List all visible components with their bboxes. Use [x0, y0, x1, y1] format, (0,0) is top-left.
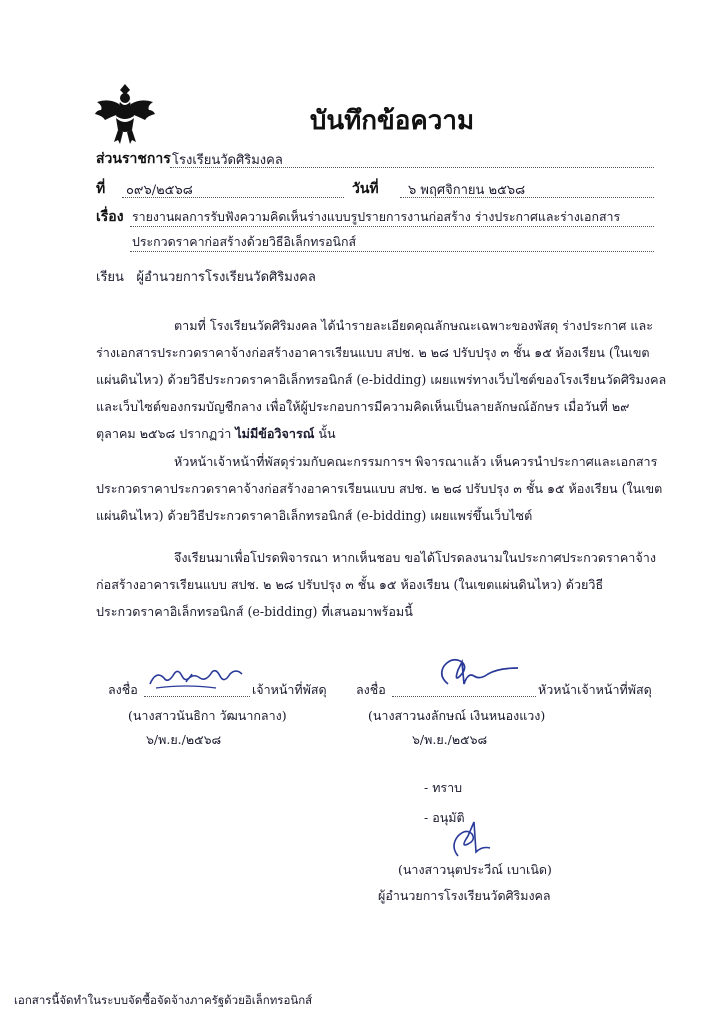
approve-line: - อนุมัติ: [424, 810, 465, 825]
left-sign-role: เจ้าหน้าที่พัสดุ: [252, 682, 327, 697]
footer-note: เอกสารนี้จัดทำในระบบจัดซื้อจัดจ้างภาครัฐด้วยอิเล็กทรอนิกส์: [14, 993, 313, 1007]
ack-line: - ทราบ: [424, 780, 463, 795]
paragraph-1-line: ร่างเอกสารประกวดราคาจ้างก่อสร้างอาคารเรียนแบบ สปช. ๒ ๒๘ ปรับปรุง ๓ ชั้น ๑๕ ห้องเรียน (ในเขต: [96, 345, 650, 360]
right-sign-line: [392, 696, 536, 697]
salutation: [96, 266, 316, 287]
paragraph-2: [96, 448, 663, 529]
paragraph-1-last-prefix: ตุลาคม ๒๕๖๘ ปรากฏว่า: [96, 426, 236, 441]
paragraph-3-line: จึงเรียนมาเพื่อโปรดพิจารณา หากเห็นชอบ ขอได้โปรดลงนามในประกาศประกวดราคาจ้าง: [174, 550, 656, 565]
paragraph-1-line: ตามที่ โรงเรียนวัดศิริมงคล ได้นำรายละเอียดคุณลักษณะเฉพาะของพัสดุ ร่างประกาศ และ: [174, 318, 654, 333]
subject-line-1: รายงานผลการรับฟังความคิดเห็นร่างแบบรูปรายการงานก่อสร้าง ร่างประกาศและร่างเอกสาร: [132, 209, 621, 224]
paragraph-3: [96, 544, 656, 625]
subject-underline-1: [130, 226, 654, 227]
ref-label: ที่: [96, 181, 106, 197]
subject-line-2: ประกวดราคาก่อสร้างด้วยวิธีอิเล็กทรอนิกส์: [132, 234, 357, 249]
right-sign-date: ๖/พ.ย./๒๕๖๘: [412, 732, 488, 747]
paragraph-3-line: ประกวดราคาอิเล็กทรอนิกส์ (e-bidding) ที่เสนอมาพร้อมนี้: [96, 604, 413, 619]
left-sign-line: [144, 696, 250, 697]
ref-underline: [122, 197, 344, 198]
paragraph-1-line: และเว็บไซต์ของกรมบัญชีกลาง เพื่อให้ผู้ประกอบการมีความคิดเห็นเป็นลายลักษณ์อักษร เมื่อวันที่ ๒๙: [96, 399, 630, 414]
memo-title: บันทึกข้อความ: [309, 106, 475, 136]
date-label: วันที่: [352, 181, 379, 197]
director-name: (นางสาวนุตประวีณ์ เบาเนิด): [398, 862, 552, 877]
right-sign-name: (นางสาวนงลักษณ์ เงินหนองแวง): [368, 708, 546, 723]
salutation-value: ผู้อำนวยการโรงเรียนวัดศิริมงคล: [136, 270, 316, 285]
paragraph-1-last-suffix: นั้น: [314, 426, 336, 441]
director-position: ผู้อำนวยการโรงเรียนวัดศิริมงคล: [378, 888, 551, 903]
no-comment-highlight: ไม่มีข้อวิจารณ์: [235, 426, 315, 441]
left-handwritten-signature: [146, 664, 252, 694]
paragraph-2-line: แผ่นดินไหว) ด้วยวิธีประกวดราคาอิเล็กทรอนิกส์ (e-bidding) เผยแพร่ขึ้นเว็บไซต์: [96, 508, 533, 523]
agency-label: ส่วนราชการ: [96, 151, 171, 167]
paragraph-1-line: แผ่นดินไหว) ด้วยวิธีประกวดราคาอิเล็กทรอนิกส์ (e-bidding) เผยแพร่ทางเว็บไซต์ของโรงเรียนวัดศิริมงคล: [96, 372, 667, 387]
director-handwritten-signature: [444, 818, 494, 862]
date-value: ๖ พฤศจิกายน ๒๕๖๘: [408, 183, 526, 198]
paragraph-2-line: หัวหน้าเจ้าหน้าที่พัสดุร่วมกับคณะกรรมการฯ พิจารณาแล้ว เห็นควรนำประกาศและเอกสาร: [174, 454, 658, 469]
right-handwritten-signature: [430, 654, 530, 692]
agency-value: โรงเรียนวัดศิริมงคล: [172, 153, 283, 168]
right-sign-role: หัวหน้าเจ้าหน้าที่พัสดุ: [538, 682, 652, 697]
paragraph-3-line: ก่อสร้างอาคารเรียนแบบ สปช. ๒ ๒๘ ปรับปรุง ๓ ชั้น ๑๕ ห้องเรียน (ในเขตแผ่นดินไหว) ด้วยวิธี: [96, 577, 604, 592]
ref-value: ๐๙๖/๒๕๖๘: [126, 183, 193, 198]
salutation-label: เรียน: [96, 270, 124, 285]
left-sign-date: ๖/พ.ย./๒๕๖๘: [146, 732, 222, 747]
date-underline: [400, 197, 654, 198]
left-sign-prefix: ลงชื่อ: [108, 682, 138, 697]
left-sign-name: (นางสาวนันธิกา วัฒนากลาง): [128, 708, 287, 723]
agency-underline: [170, 167, 654, 168]
paragraph-1-last-line: [96, 420, 656, 447]
subject-label: เรื่อง: [96, 209, 124, 225]
paragraph-1: [96, 312, 667, 447]
subject-underline-2: [130, 251, 654, 252]
right-sign-prefix: ลงชื่อ: [356, 682, 386, 697]
paragraph-2-line: ประกวดราคาประกวดราคาจ้างก่อสร้างอาคารเรียนแบบ สปช. ๒ ๒๘ ปรับปรุง ๓ ชั้น ๑๕ ห้องเรียน (ในเขต: [96, 481, 663, 496]
